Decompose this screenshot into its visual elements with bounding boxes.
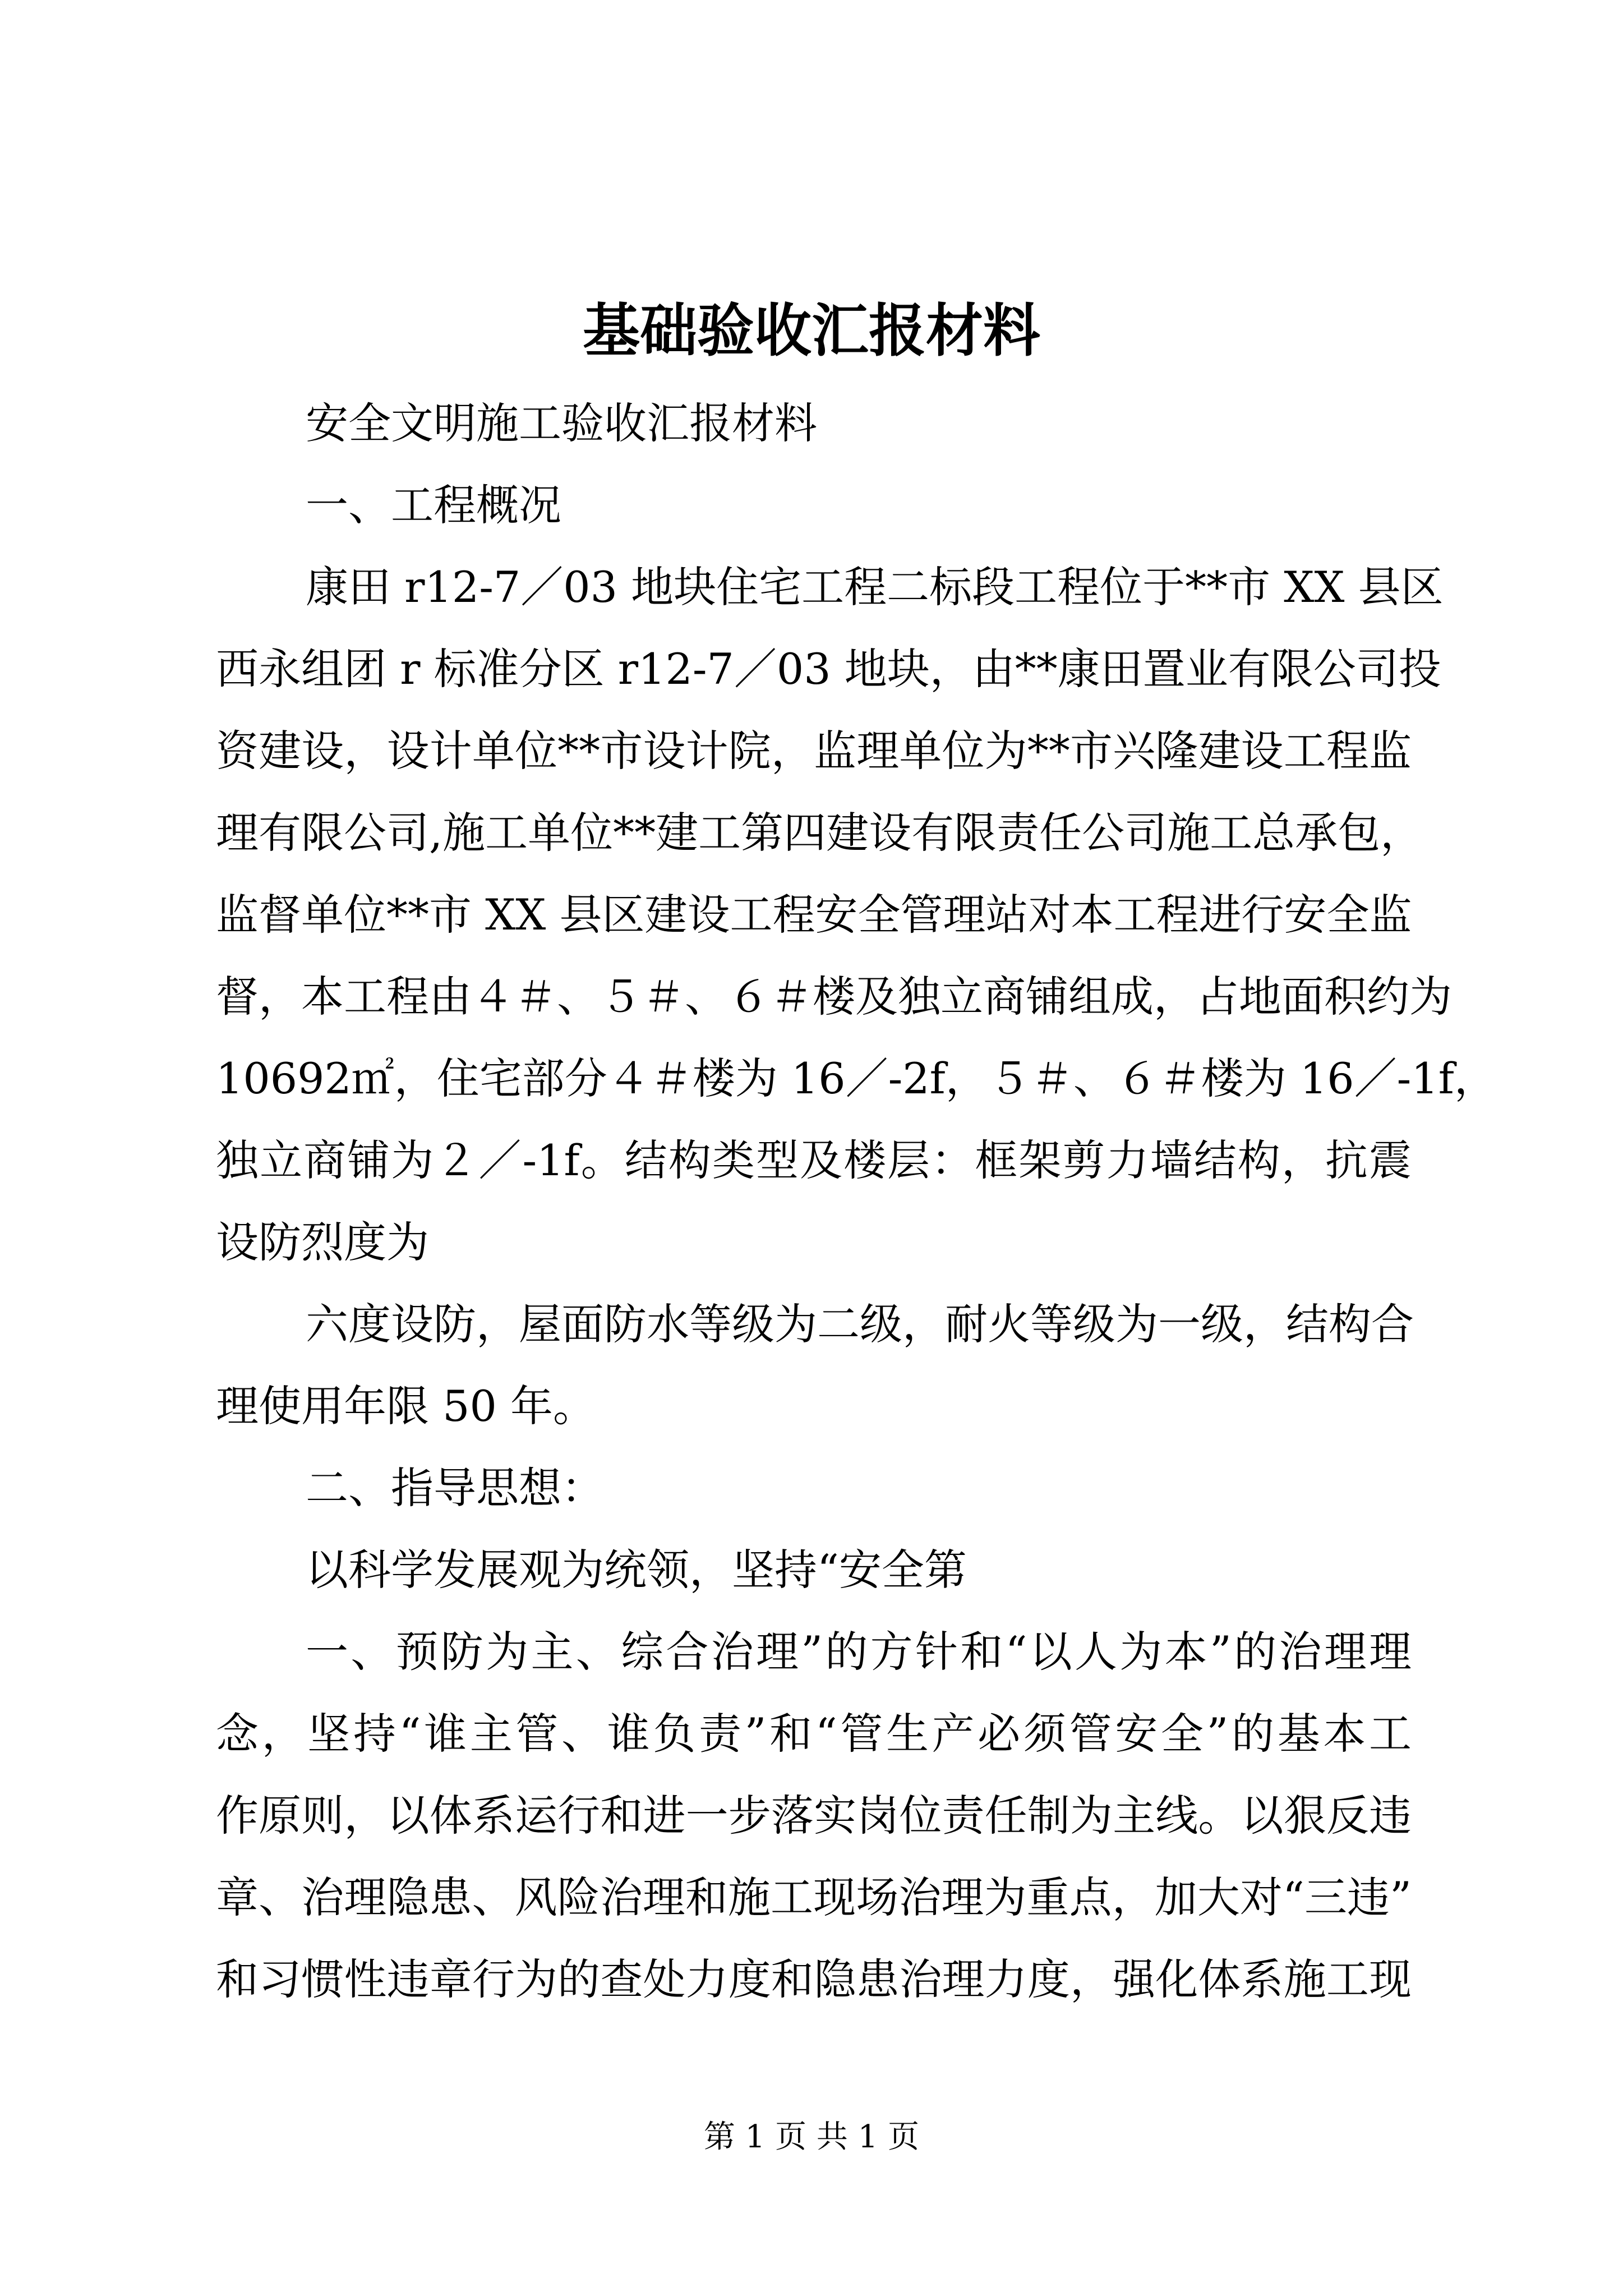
paragraph-line: 西永组团 r 标准分区 r12-7／03 地块，由**康田置业有限公司投 — [216, 644, 1441, 694]
paragraph-line: 念，坚持“谁主管、谁负责”和“管生产必须管安全”的基本工 — [216, 1709, 1412, 1759]
section-heading-guiding-thought: 二、指导思想： — [306, 1463, 604, 1513]
paragraph-line: 设防烈度为 — [216, 1217, 429, 1267]
paragraph-line: 10692㎡，住宅部分４＃楼为 16／-2f，５＃、６＃楼为 16／-1f， — [216, 1053, 1497, 1103]
paragraph-line: 以科学发展观为统领，坚持“安全第 — [306, 1545, 967, 1595]
paragraph-line: 资建设，设计单位**市设计院，监理单位为**市兴隆建设工程监 — [216, 726, 1412, 776]
paragraph-line: 理有限公司,施工单位**建工第四建设有限责任公司施工总承包， — [216, 808, 1423, 858]
document-subtitle: 安全文明施工验收汇报材料 — [306, 398, 817, 448]
paragraph-line: 康田 r12-7／03 地块住宅工程二标段工程位于**市 XX 县区 — [306, 562, 1444, 612]
paragraph-line: 六度设防，屋面防水等级为二级，耐火等级为一级，结构合 — [306, 1299, 1414, 1349]
paragraph-line: 作原则，以体系运行和进一步落实岗位责任制为主线。以狠反违 — [216, 1791, 1412, 1841]
paragraph-line: 独立商铺为２／-1f。结构类型及楼层：框架剪力墙结构，抗震 — [216, 1135, 1412, 1185]
paragraph-line: 监督单位**市 XX 县区建设工程安全管理站对本工程进行安全监 — [216, 890, 1412, 940]
paragraph-line: 督，本工程由４＃、５＃、６＃楼及独立商铺组成，占地面积约为 — [216, 972, 1452, 1022]
paragraph-line: 章、治理隐患、风险治理和施工现场治理为重点，加大对“三违” — [216, 1872, 1412, 1922]
paragraph-line: 和习惯性违章行为的查处力度和隐患治理力度，强化体系施工现 — [216, 1954, 1412, 2004]
section-heading-overview: 一、工程概况 — [306, 480, 561, 530]
paragraph-line: 理使用年限 50 年。 — [216, 1381, 596, 1431]
document-title: 基础验收汇报材料 — [583, 297, 1040, 365]
paragraph-line: 一、预防为主、综合治理”的方针和“以人为本”的治理理 — [306, 1627, 1412, 1677]
page-footer: 第 1 页 共 1 页 — [703, 2119, 920, 2155]
